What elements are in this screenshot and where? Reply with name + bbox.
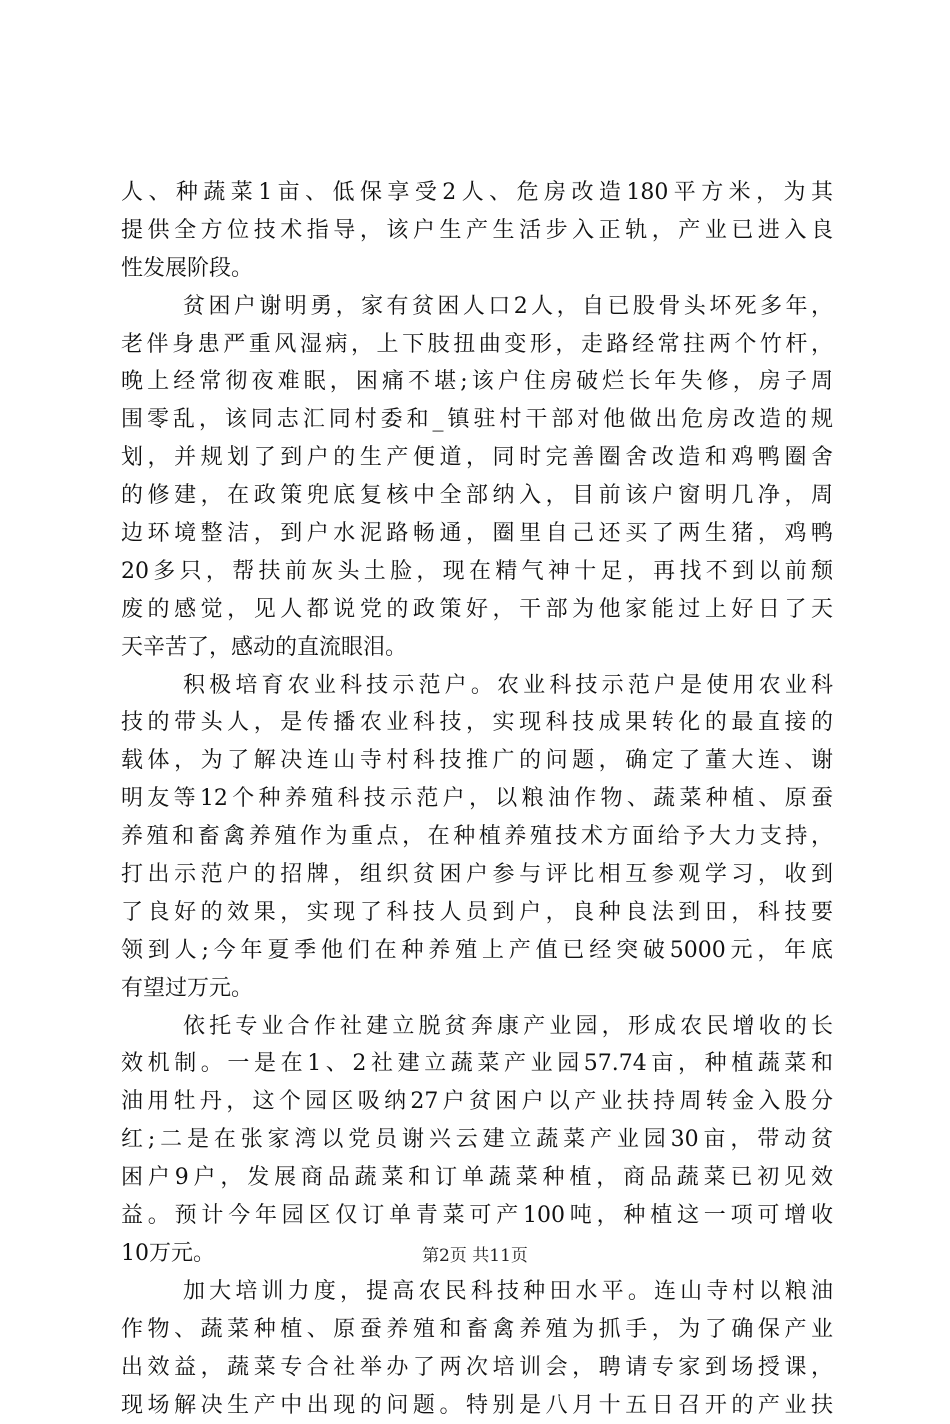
text-line: 红;二是在张家湾以党员谢兴云建立蔬菜产业园30亩，带动贫 (121, 1121, 833, 1159)
paragraph-first-line: 积极培育农业科技示范户。农业科技示范户是使用农业科 (121, 667, 833, 705)
text-line: 打出示范户的招牌，组织贫困户参与评比相互参观学习，收到 (121, 856, 833, 894)
text-line: 天辛苦了，感动的直流眼泪。 (121, 629, 833, 667)
text-line: 油用牡丹，这个园区吸纳27户贫困户以产业扶持周转金入股分 (121, 1083, 833, 1121)
text-line: 现场解决生产中出现的问题。特别是八月十五日召开的产业扶 (121, 1387, 833, 1424)
text-line: 明友等12个种养殖科技示范户，以粮油作物、蔬菜种植、原蚕 (121, 780, 833, 818)
text-line: 作物、蔬菜种植、原蚕养殖和畜禽养殖为抓手，为了确保产业 (121, 1311, 833, 1349)
text-line: 10万元。 (121, 1235, 833, 1273)
text-line: 技的带头人，是传播农业科技，实现科技成果转化的最直接的 (121, 704, 833, 742)
paragraph-first-line: 加大培训力度，提高农民科技种田水平。连山寺村以粮油 (121, 1273, 833, 1311)
text-line: 晚上经常彻夜难眠，困痛不堪;该户住房破烂长年失修，房子周 (121, 363, 833, 401)
page-footer: 第2页 共11页 (0, 1245, 950, 1267)
body-text (121, 174, 833, 1424)
text-line: 益。预计今年园区仅订单青菜可产100吨，种植这一项可增收 (121, 1197, 833, 1235)
text-line: 困户9户，发展商品蔬菜和订单蔬菜种植，商品蔬菜已初见效 (121, 1159, 833, 1197)
text-line: 出效益，蔬菜专合社举办了两次培训会，聘请专家到场授课， (121, 1349, 833, 1387)
text-line: 效机制。一是在1、2社建立蔬菜产业园57.74亩，种植蔬菜和 (121, 1045, 833, 1083)
paragraph-first-line: 贫困户谢明勇，家有贫困人口2人，自已股骨头坏死多年， (121, 288, 833, 326)
text-line: 围零乱，该同志汇同村委和_镇驻村干部对他做出危房改造的规 (121, 401, 833, 439)
text-line: 载体，为了解决连山寺村科技推广的问题，确定了董大连、谢 (121, 742, 833, 780)
text-line: 人、种蔬菜1亩、低保享受2人、危房改造180平方米，为其 (121, 174, 833, 212)
text-line: 了良好的效果，实现了科技人员到户，良种良法到田，科技要 (121, 894, 833, 932)
text-line: 废的感觉，见人都说党的政策好，干部为他家能过上好日了天 (121, 591, 833, 629)
text-line: 养殖和畜禽养殖作为重点，在种植养殖技术方面给予大力支持， (121, 818, 833, 856)
text-line: 提供全方位技术指导，该户生产生活步入正轨，产业已进入良 (121, 212, 833, 250)
text-line: 有望过万元。 (121, 970, 833, 1008)
text-line: 的修建，在政策兜底复核中全部纳入，目前该户窗明几净，周 (121, 477, 833, 515)
text-line: 20多只，帮扶前灰头土脸，现在精气神十足，再找不到以前颓 (121, 553, 833, 591)
text-line: 边环境整洁，到户水泥路畅通，圈里自己还买了两生猪，鸡鸭 (121, 515, 833, 553)
paragraph-first-line: 依托专业合作社建立脱贫奔康产业园，形成农民增收的长 (121, 1008, 833, 1046)
text-line: 划，并规划了到户的生产便道，同时完善圈舍改造和鸡鸭圈舍 (121, 439, 833, 477)
text-line: 性发展阶段。 (121, 250, 833, 288)
text-line: 老伴身患严重风湿病，上下肢扭曲变形，走路经常拄两个竹杆， (121, 326, 833, 364)
text-line: 领到人;今年夏季他们在种养殖上产值已经突破5000元，年底 (121, 932, 833, 970)
